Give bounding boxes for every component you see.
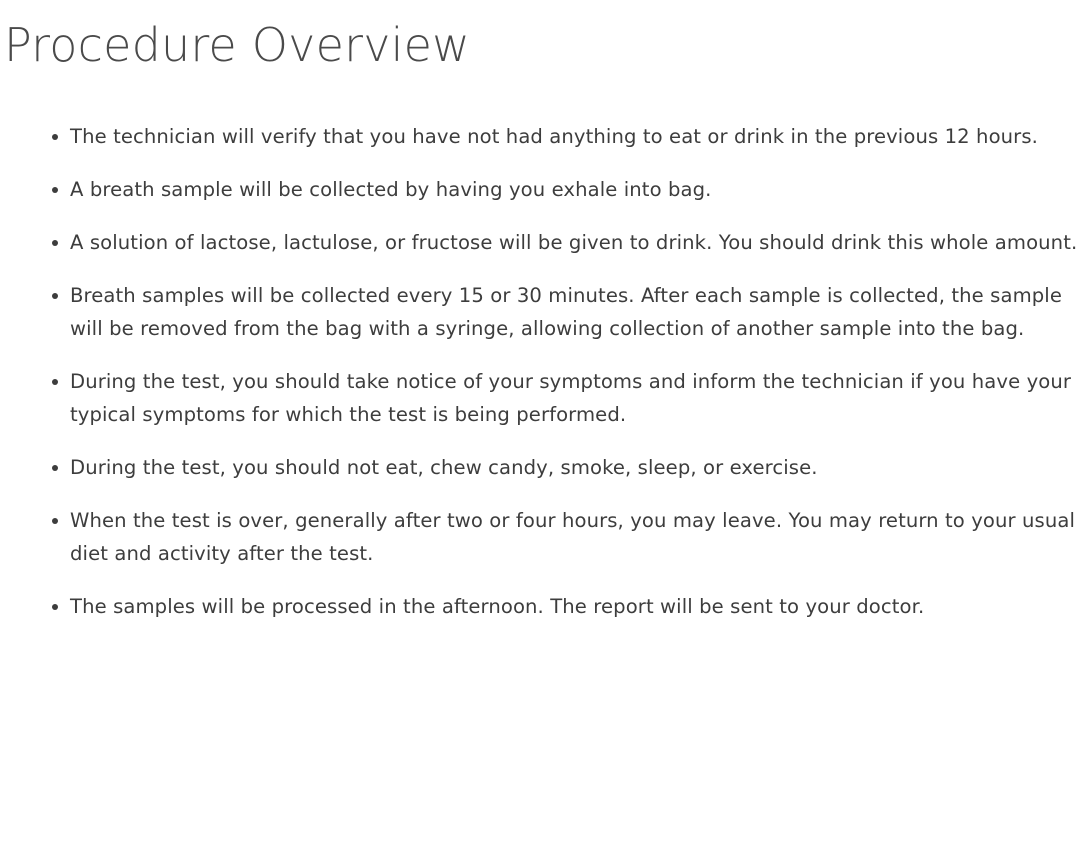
bullet-icon <box>52 187 58 193</box>
bullet-icon <box>52 518 58 524</box>
bullet-icon <box>52 240 58 246</box>
list-item-text: A solution of lactose, lactulose, or fructose will be given to drink. You should drink this whole amount. <box>70 231 1078 254</box>
list-item-text: During the test, you should not eat, chew candy, smoke, sleep, or exercise. <box>70 456 818 479</box>
bullet-icon <box>52 293 58 299</box>
list-item <box>70 279 1078 345</box>
list-item-text: A breath sample will be collected by having you exhale into bag. <box>70 178 712 201</box>
list-item <box>70 590 1078 623</box>
procedure-steps-list <box>70 120 1078 643</box>
list-item <box>70 120 1078 153</box>
bullet-icon <box>52 379 58 385</box>
list-item <box>70 365 1078 431</box>
list-item-text: The samples will be processed in the afternoon. The report will be sent to your doctor. <box>70 595 925 618</box>
list-item <box>70 451 1078 484</box>
list-item-text: During the test, you should take notice of your symptoms and inform the technician if you have your typical symptoms for which the test is being performed. <box>70 370 1072 426</box>
bullet-icon <box>52 465 58 471</box>
list-item <box>70 173 1078 206</box>
page-title: Procedure Overview <box>4 18 470 72</box>
bullet-icon <box>52 604 58 610</box>
bullet-icon <box>52 134 58 140</box>
list-item-text: Breath samples will be collected every 15 or 30 minutes. After each sample is collected, the sample will be removed from the bag with a syringe, allowing collection of another sample into the bag. <box>70 284 1062 340</box>
list-item <box>70 226 1078 259</box>
list-item-text: The technician will verify that you have not had anything to eat or drink in the previous 12 hours. <box>70 125 1038 148</box>
list-item <box>70 504 1078 570</box>
list-item-text: When the test is over, generally after two or four hours, you may leave. You may return to your usual diet and activity after the test. <box>70 509 1076 565</box>
